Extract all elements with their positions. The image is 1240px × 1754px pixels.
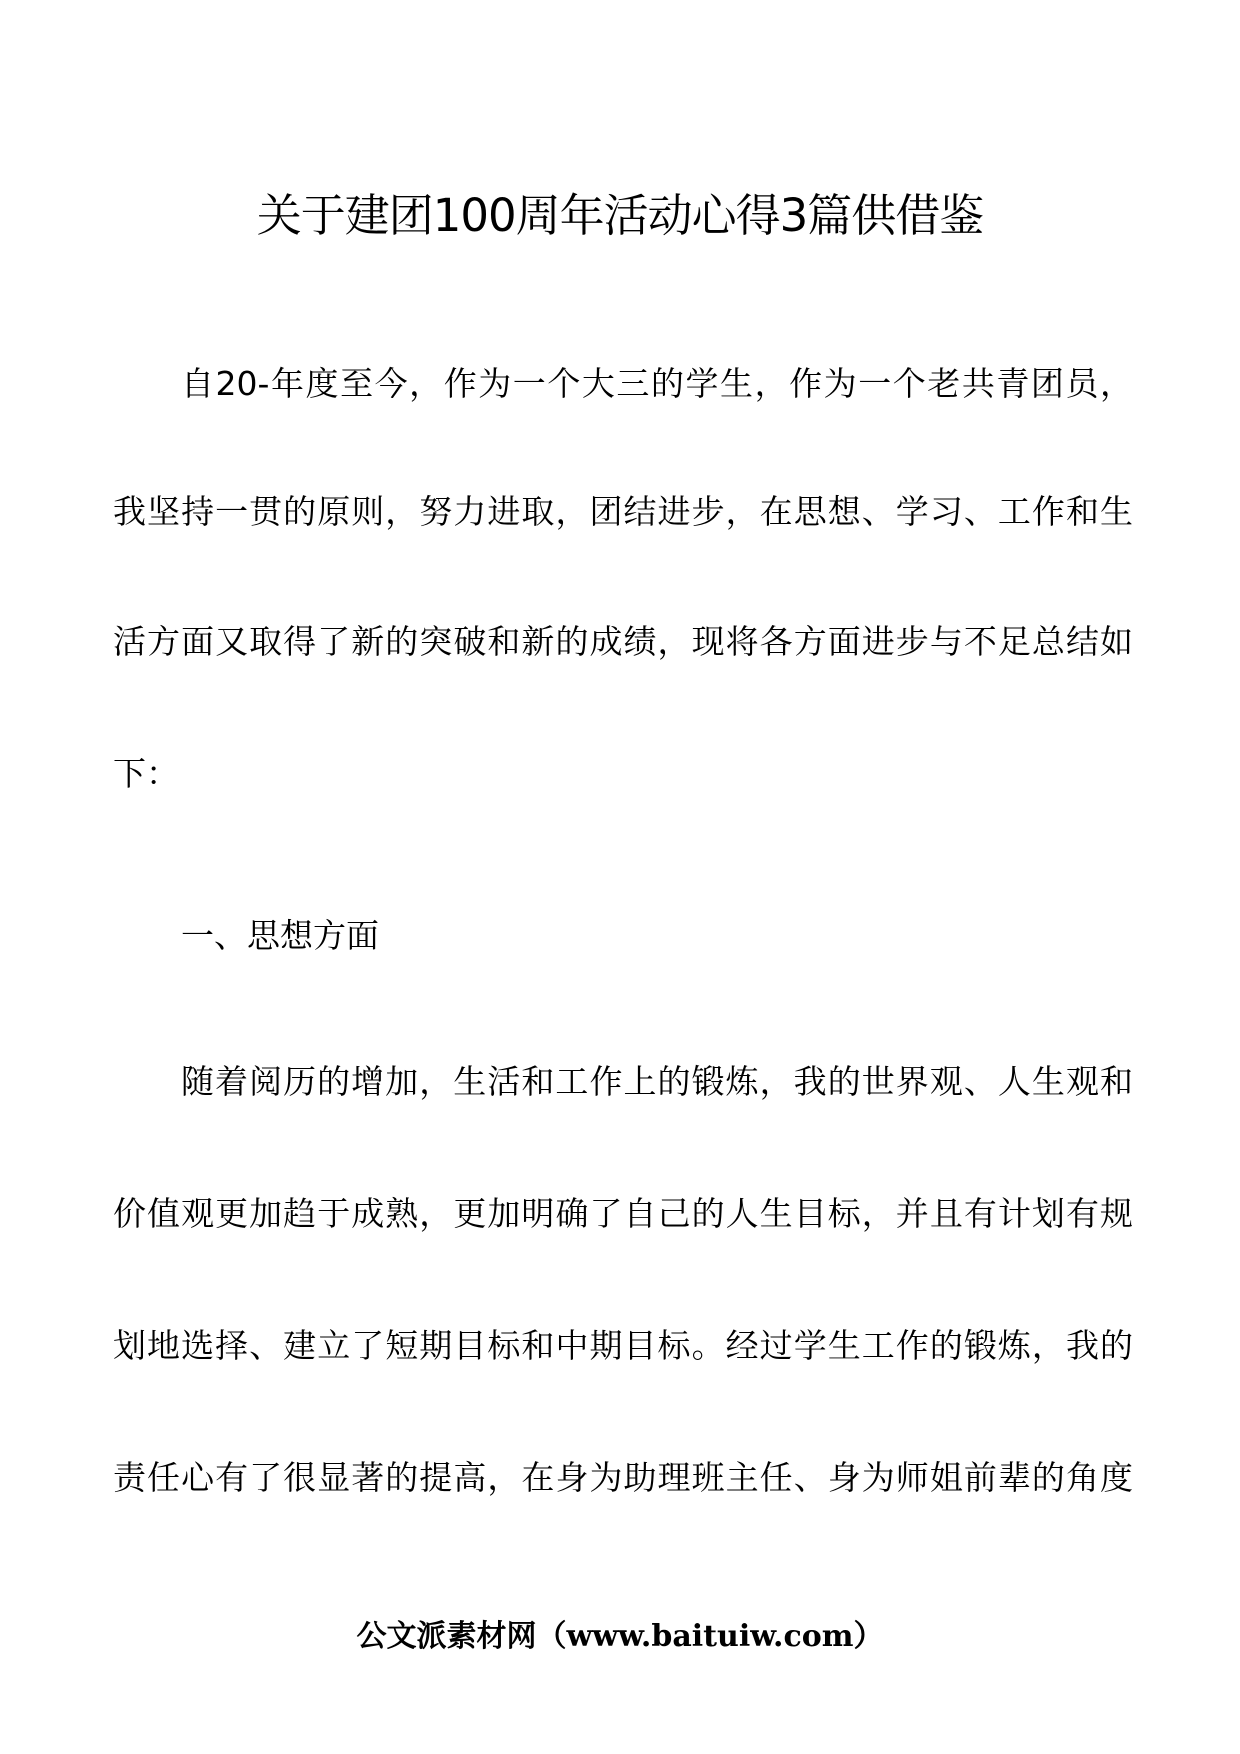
paragraph-line: 随着阅历的增加，生活和工作上的锻炼，我的世界观、人生观和 bbox=[181, 1062, 1133, 1101]
paragraph-line: 下： bbox=[113, 754, 179, 793]
paragraph-line: 自20-年度至今，作为一个大三的学生，作为一个老共青团员， bbox=[181, 364, 1133, 403]
section-heading: 一、思想方面 bbox=[181, 916, 379, 955]
paragraph-line: 划地选择、建立了短期目标和中期目标。经过学生工作的锻炼，我的 bbox=[113, 1326, 1133, 1365]
paragraph-line: 责任心有了很显著的提高，在身为助理班主任、身为师姐前辈的角度 bbox=[113, 1458, 1133, 1497]
paragraph-line: 活方面又取得了新的突破和新的成绩，现将各方面进步与不足总结如 bbox=[113, 622, 1133, 661]
paragraph-line: 价值观更加趋于成熟，更加明确了自己的人生目标，并且有计划有规 bbox=[113, 1194, 1133, 1233]
footer-watermark: 公文派素材网（www.baituiw.com） bbox=[356, 1619, 884, 1654]
paragraph-line: 我坚持一贯的原则，努力进取，团结进步，在思想、学习、工作和生 bbox=[113, 492, 1133, 531]
document-title: 关于建团100周年活动心得3篇供借鉴 bbox=[256, 189, 984, 242]
